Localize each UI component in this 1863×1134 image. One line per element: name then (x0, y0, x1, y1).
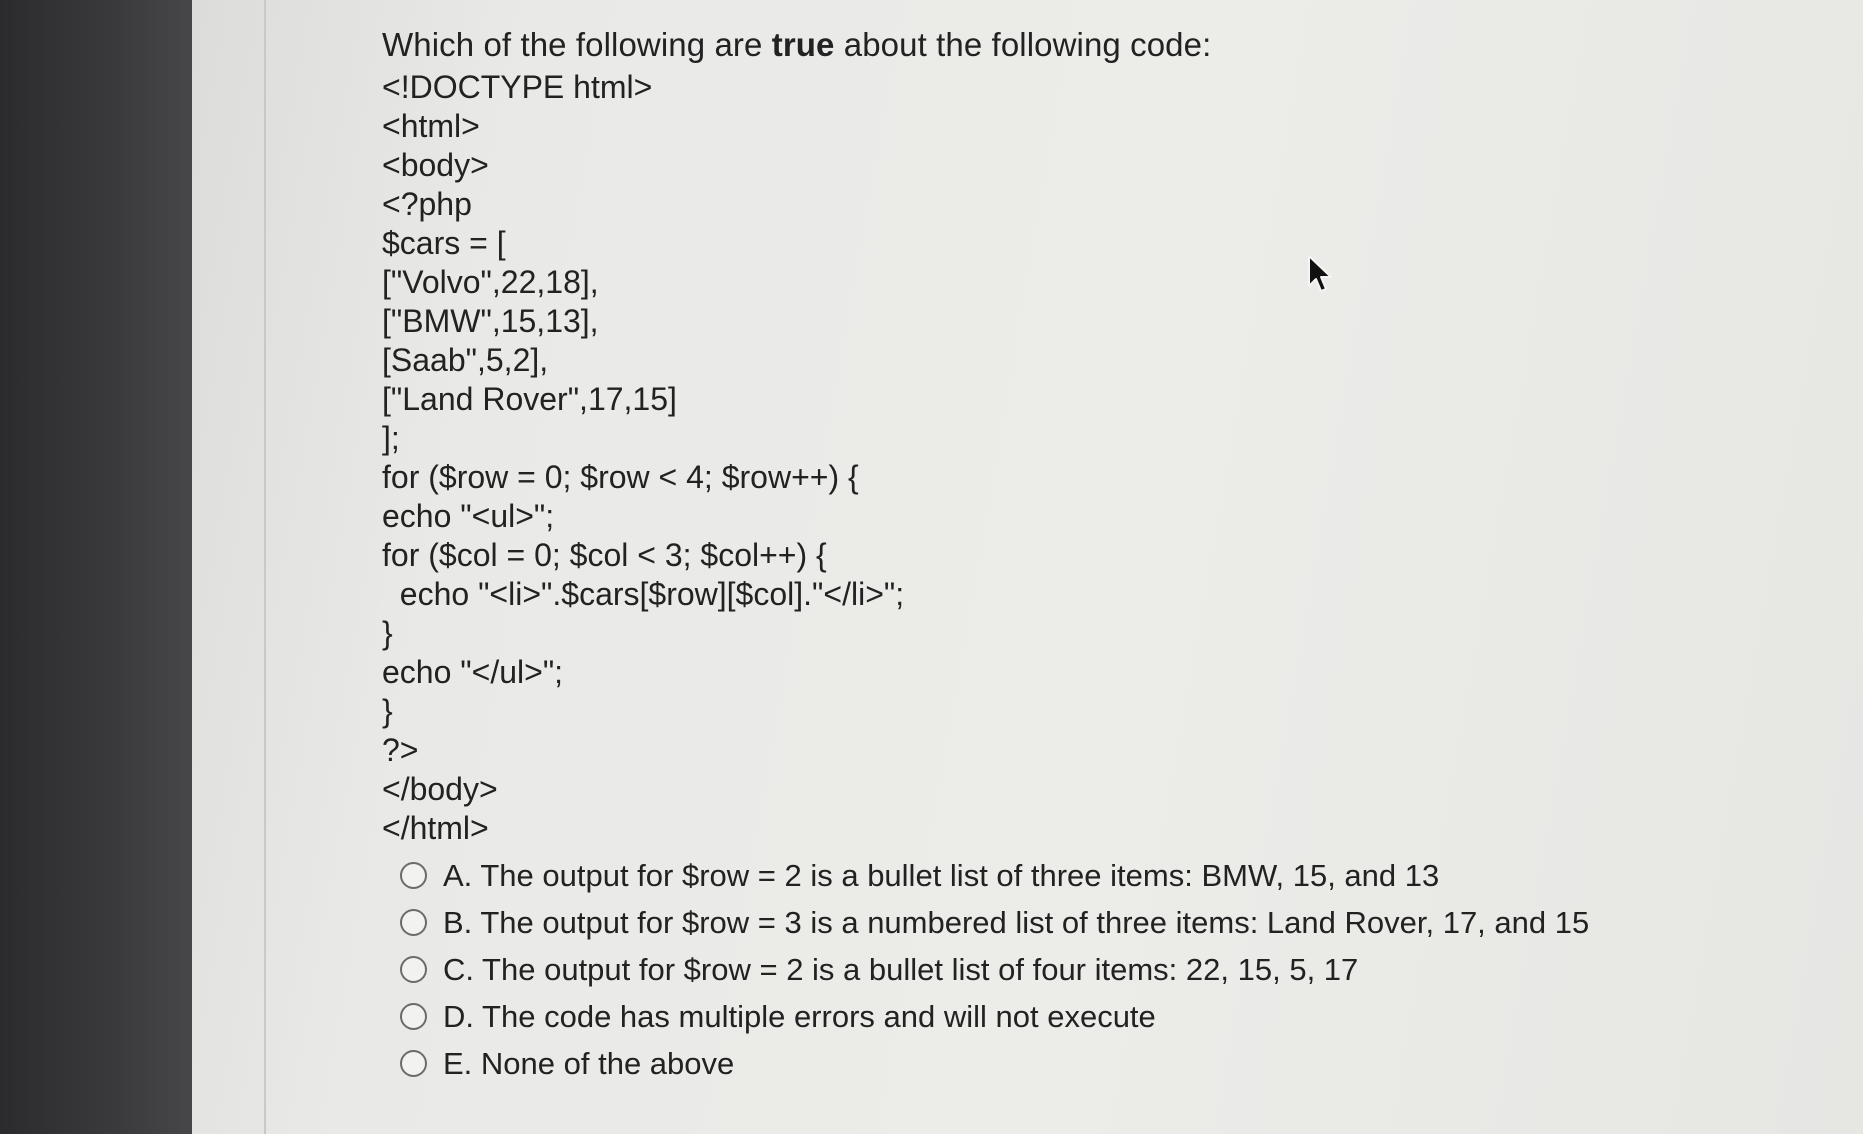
option-d[interactable] (400, 993, 1802, 1040)
option-c[interactable] (400, 946, 1802, 993)
option-label[interactable]: B. The output for $row = 3 is a numbered list of three items: Land Rover, 17, and 15 (443, 904, 1590, 940)
code-line: for ($col = 0; $col < 3; $col++) { (382, 537, 827, 573)
radio-unselected-icon[interactable] (400, 956, 427, 983)
radio-unselected-icon[interactable] (400, 1003, 427, 1030)
code-line: } (382, 693, 393, 729)
code-line: echo "</ul>"; (382, 654, 564, 690)
option-a[interactable] (400, 852, 1802, 899)
code-line: } (382, 615, 393, 651)
code-line: </html> (382, 810, 489, 846)
option-label[interactable]: A. The output for $row = 2 is a bullet list of three items: BMW, 15, and 13 (443, 857, 1440, 893)
question-emphasis: true (771, 26, 835, 63)
option-b[interactable] (400, 899, 1802, 946)
code-line: <html> (382, 108, 480, 144)
question-text (382, 22, 1802, 68)
code-line: ["BMW",15,13], (382, 303, 599, 339)
code-line: echo "<ul>"; (382, 498, 555, 534)
code-line: for ($row = 0; $row < 4; $row++) { (382, 459, 859, 495)
code-line: ]; (382, 420, 400, 456)
mouse-pointer-icon (1306, 254, 1336, 298)
code-line: ["Volvo",22,18], (382, 264, 599, 300)
radio-unselected-icon[interactable] (400, 862, 427, 889)
code-line: <?php (382, 186, 472, 222)
question-panel (382, 22, 1802, 1087)
option-label[interactable]: E. None of the above (443, 1045, 735, 1081)
page-divider (264, 0, 266, 1134)
radio-unselected-icon[interactable] (400, 1050, 427, 1077)
question-prefix: Which of the following are (382, 26, 772, 63)
radio-unselected-icon[interactable] (400, 909, 427, 936)
option-label[interactable]: C. The output for $row = 2 is a bullet list of four items: 22, 15, 5, 17 (443, 951, 1359, 987)
code-line: ?> (382, 732, 419, 768)
answer-options (400, 852, 1802, 1087)
code-block (382, 68, 1802, 848)
monitor-bezel (0, 0, 192, 1134)
option-label[interactable]: D. The code has multiple errors and will not execute (443, 998, 1156, 1034)
option-e[interactable] (400, 1040, 1802, 1087)
code-line: <body> (382, 147, 489, 183)
code-line: [Saab",5,2], (382, 342, 549, 378)
code-line: </body> (382, 771, 498, 807)
code-line: ["Land Rover",17,15] (382, 381, 677, 417)
code-line: <!DOCTYPE html> (382, 69, 653, 105)
code-line: $cars = [ (382, 225, 506, 261)
code-line: echo "<li>".$cars[$row][$col]."</li>"; (382, 576, 905, 612)
question-suffix: about the following code: (834, 26, 1212, 63)
